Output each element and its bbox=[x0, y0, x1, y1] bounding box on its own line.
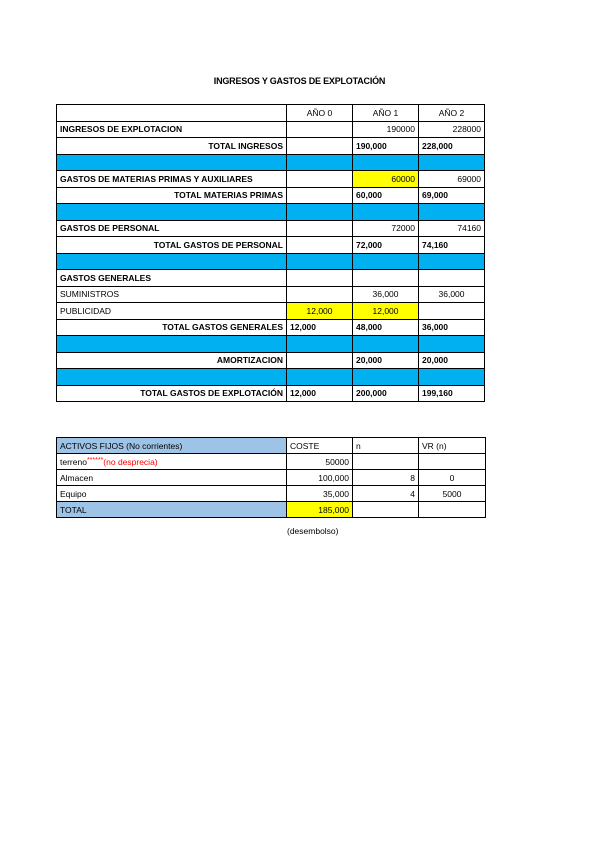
cell-y0[interactable]: 12,000 bbox=[287, 385, 353, 402]
spacer-cell[interactable] bbox=[419, 336, 485, 353]
spacer-row bbox=[57, 336, 485, 353]
spacer-row bbox=[57, 369, 485, 386]
spacer-cell[interactable] bbox=[57, 154, 287, 171]
row-personal bbox=[57, 220, 485, 237]
asset-label[interactable] bbox=[57, 454, 287, 470]
asset-n[interactable]: 4 bbox=[353, 486, 419, 502]
assets-header-coste[interactable]: COSTE bbox=[287, 438, 353, 454]
row-total-explotacion bbox=[57, 385, 485, 402]
row-total-personal bbox=[57, 237, 485, 254]
asset-vr[interactable] bbox=[419, 454, 486, 470]
spacer-cell[interactable] bbox=[287, 369, 353, 386]
asset-coste[interactable]: 35,000 bbox=[287, 486, 353, 502]
spacer-cell[interactable] bbox=[353, 369, 419, 386]
assets-header-label[interactable]: ACTIVOS FIJOS (No corrientes) bbox=[57, 438, 287, 454]
cell-label[interactable]: AMORTIZACION bbox=[57, 352, 287, 369]
cell-y2[interactable]: 199,160 bbox=[419, 385, 485, 402]
cell-y0[interactable] bbox=[287, 121, 353, 138]
cell-y0[interactable]: 12,000 bbox=[287, 319, 353, 336]
asset-label[interactable]: Equipo bbox=[57, 486, 287, 502]
cell-y2[interactable]: 69000 bbox=[419, 171, 485, 188]
cell-y0[interactable] bbox=[287, 138, 353, 155]
header-year-0[interactable]: AÑO 0 bbox=[287, 105, 353, 122]
cell-y2[interactable] bbox=[419, 303, 485, 320]
cell-label[interactable]: GASTOS GENERALES bbox=[57, 270, 287, 287]
cell-y1[interactable]: 190000 bbox=[353, 121, 419, 138]
spacer-cell[interactable] bbox=[419, 204, 485, 221]
asset-n[interactable] bbox=[353, 454, 419, 470]
cell-y2[interactable]: 20,000 bbox=[419, 352, 485, 369]
cell-label[interactable]: TOTAL GASTOS DE EXPLOTACIÓN bbox=[57, 385, 287, 402]
cell-y1-highlighted[interactable]: 12,000 bbox=[353, 303, 419, 320]
cell-y2[interactable] bbox=[419, 270, 485, 287]
asset-vr[interactable]: 5000 bbox=[419, 486, 486, 502]
cell-y1[interactable]: 72000 bbox=[353, 220, 419, 237]
cell-label[interactable]: GASTOS DE PERSONAL bbox=[57, 220, 287, 237]
asset-label[interactable]: Almacen bbox=[57, 470, 287, 486]
cell-y0-highlighted[interactable]: 12,000 bbox=[287, 303, 353, 320]
row-generales bbox=[57, 270, 485, 287]
spacer-cell[interactable] bbox=[419, 253, 485, 270]
cell-y1[interactable]: 60,000 bbox=[353, 187, 419, 204]
row-suministros bbox=[57, 286, 485, 303]
assets-header-n[interactable]: n bbox=[353, 438, 419, 454]
assets-header-vr[interactable]: VR (n) bbox=[419, 438, 486, 454]
asset-total-n[interactable] bbox=[353, 502, 419, 518]
asset-row-equipo bbox=[57, 486, 486, 502]
spacer-cell[interactable] bbox=[353, 204, 419, 221]
asset-row-total bbox=[57, 502, 486, 518]
spacer-cell[interactable] bbox=[287, 204, 353, 221]
asset-row-almacen bbox=[57, 470, 486, 486]
row-materias bbox=[57, 171, 485, 188]
row-total-ingresos bbox=[57, 138, 485, 155]
asset-n[interactable]: 8 bbox=[353, 470, 419, 486]
cell-y1[interactable]: 20,000 bbox=[353, 352, 419, 369]
spacer-cell[interactable] bbox=[353, 154, 419, 171]
asset-vr[interactable]: 0 bbox=[419, 470, 486, 486]
cell-y2[interactable]: 69,000 bbox=[419, 187, 485, 204]
cell-y0[interactable] bbox=[287, 286, 353, 303]
spacer-cell[interactable] bbox=[57, 204, 287, 221]
spacer-cell[interactable] bbox=[353, 253, 419, 270]
cell-y2[interactable]: 36,000 bbox=[419, 286, 485, 303]
header-year-1[interactable]: AÑO 1 bbox=[353, 105, 419, 122]
spacer-cell[interactable] bbox=[57, 336, 287, 353]
asset-total-label[interactable]: TOTAL bbox=[57, 502, 287, 518]
asset-total-coste[interactable]: 185,000 bbox=[287, 502, 353, 518]
cell-y2[interactable]: 36,000 bbox=[419, 319, 485, 336]
cell-y1[interactable]: 48,000 bbox=[353, 319, 419, 336]
cell-label[interactable]: TOTAL GASTOS DE PERSONAL bbox=[57, 237, 287, 254]
cell-y0[interactable] bbox=[287, 352, 353, 369]
cell-y2[interactable]: 228000 bbox=[419, 121, 485, 138]
footnote: (desembolso) bbox=[287, 526, 339, 536]
cell-y1[interactable]: 200,000 bbox=[353, 385, 419, 402]
spacer-row bbox=[57, 154, 485, 171]
cell-y0[interactable] bbox=[287, 187, 353, 204]
spacer-cell[interactable] bbox=[57, 253, 287, 270]
cell-y2[interactable]: 74160 bbox=[419, 220, 485, 237]
income-expense-table bbox=[56, 104, 485, 402]
header-blank[interactable] bbox=[57, 105, 287, 122]
cell-label[interactable]: TOTAL GASTOS GENERALES bbox=[57, 319, 287, 336]
fixed-assets-table bbox=[56, 437, 486, 518]
cell-y0[interactable] bbox=[287, 220, 353, 237]
asset-note: (no desprecia) bbox=[103, 456, 158, 467]
row-publicidad bbox=[57, 303, 485, 320]
cell-label[interactable]: TOTAL INGRESOS bbox=[57, 138, 287, 155]
assets-header-row bbox=[57, 438, 486, 454]
asset-row-terreno bbox=[57, 454, 486, 470]
cell-y0[interactable] bbox=[287, 171, 353, 188]
cell-label[interactable]: PUBLICIDAD bbox=[57, 303, 287, 320]
spacer-cell[interactable] bbox=[419, 369, 485, 386]
cell-y1-highlighted[interactable]: 60000 bbox=[353, 171, 419, 188]
spacer-row bbox=[57, 253, 485, 270]
row-total-materias bbox=[57, 187, 485, 204]
spacer-cell[interactable] bbox=[287, 336, 353, 353]
cell-y2[interactable]: 74,160 bbox=[419, 237, 485, 254]
asset-stars: ****** bbox=[86, 456, 104, 464]
cell-y1[interactable]: 72,000 bbox=[353, 237, 419, 254]
header-row bbox=[57, 105, 485, 122]
row-total-generales bbox=[57, 319, 485, 336]
spacer-cell[interactable] bbox=[419, 154, 485, 171]
cell-label[interactable]: GASTOS DE MATERIAS PRIMAS Y AUXILIARES bbox=[57, 171, 287, 188]
spacer-row bbox=[57, 204, 485, 221]
row-ingresos bbox=[57, 121, 485, 138]
cell-y0[interactable] bbox=[287, 237, 353, 254]
asset-coste[interactable]: 100,000 bbox=[287, 470, 353, 486]
header-year-2[interactable]: AÑO 2 bbox=[419, 105, 485, 122]
asset-coste[interactable]: 50000 bbox=[287, 454, 353, 470]
cell-label[interactable]: SUMINISTROS bbox=[57, 286, 287, 303]
row-amortizacion bbox=[57, 352, 485, 369]
cell-y1[interactable]: 190,000 bbox=[353, 138, 419, 155]
spacer-cell[interactable] bbox=[57, 369, 287, 386]
spacer-cell[interactable] bbox=[287, 154, 353, 171]
cell-y0[interactable] bbox=[287, 270, 353, 287]
cell-y1[interactable] bbox=[353, 270, 419, 287]
spacer-cell[interactable] bbox=[353, 336, 419, 353]
asset-total-vr[interactable] bbox=[419, 502, 486, 518]
cell-label[interactable]: INGRESOS DE EXPLOTACION bbox=[57, 121, 287, 138]
asset-name: terreno bbox=[60, 456, 87, 467]
cell-y2[interactable]: 228,000 bbox=[419, 138, 485, 155]
page-title: INGRESOS Y GASTOS DE EXPLOTACIÓN bbox=[213, 76, 386, 86]
spacer-cell[interactable] bbox=[287, 253, 353, 270]
cell-y1[interactable]: 36,000 bbox=[353, 286, 419, 303]
cell-label[interactable]: TOTAL MATERIAS PRIMAS bbox=[57, 187, 287, 204]
